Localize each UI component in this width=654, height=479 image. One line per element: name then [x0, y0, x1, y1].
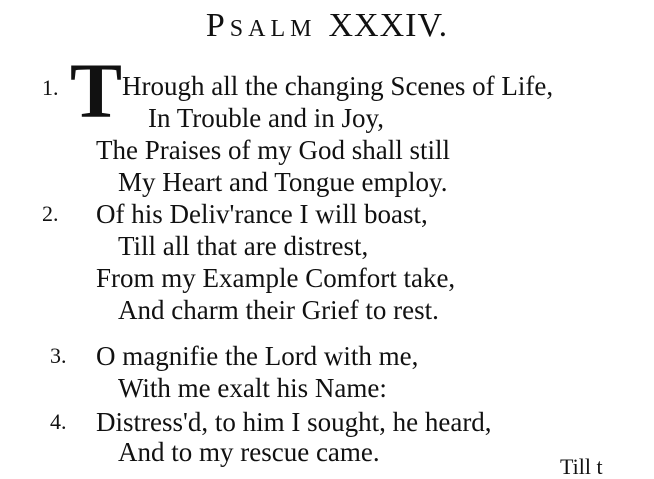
- title-number: XXXIV.: [328, 7, 449, 44]
- verse-2-line-2: Till all that are distrest,: [118, 231, 369, 261]
- title-word: Psalm: [205, 7, 317, 44]
- page-title: [0, 6, 654, 46]
- verse-3-line-1: O magnifie the Lord with me,: [96, 341, 419, 371]
- verse-4-line-1: Distress'd, to him I sought, he heard,: [96, 407, 492, 437]
- verse-number-2: 2.: [42, 201, 59, 226]
- verse-1-line-1: Hrough all the changing Scenes of Life,: [122, 71, 554, 101]
- verse-number-4: 4.: [50, 409, 67, 434]
- verse-3-line-2: With me exalt his Name:: [118, 373, 387, 403]
- verse-2-line-1: Of his Deliv'rance I will boast,: [96, 199, 428, 229]
- drop-cap: T: [70, 47, 123, 134]
- verse-4-line-2: And to my rescue came.: [118, 437, 380, 467]
- verse-number-3: 3.: [50, 343, 67, 368]
- verse-1-line-2: In Trouble and in Joy,: [148, 103, 385, 133]
- verse-2-line-4: And charm their Grief to rest.: [118, 295, 439, 325]
- verse-1-line-3: The Praises of my God shall still: [96, 135, 450, 165]
- verse-number-1: 1.: [42, 75, 59, 100]
- verse-1-line-4: My Heart and Tongue employ.: [118, 167, 448, 197]
- catchword: Till t: [560, 454, 603, 479]
- verse-2-line-3: From my Example Comfort take,: [96, 263, 456, 293]
